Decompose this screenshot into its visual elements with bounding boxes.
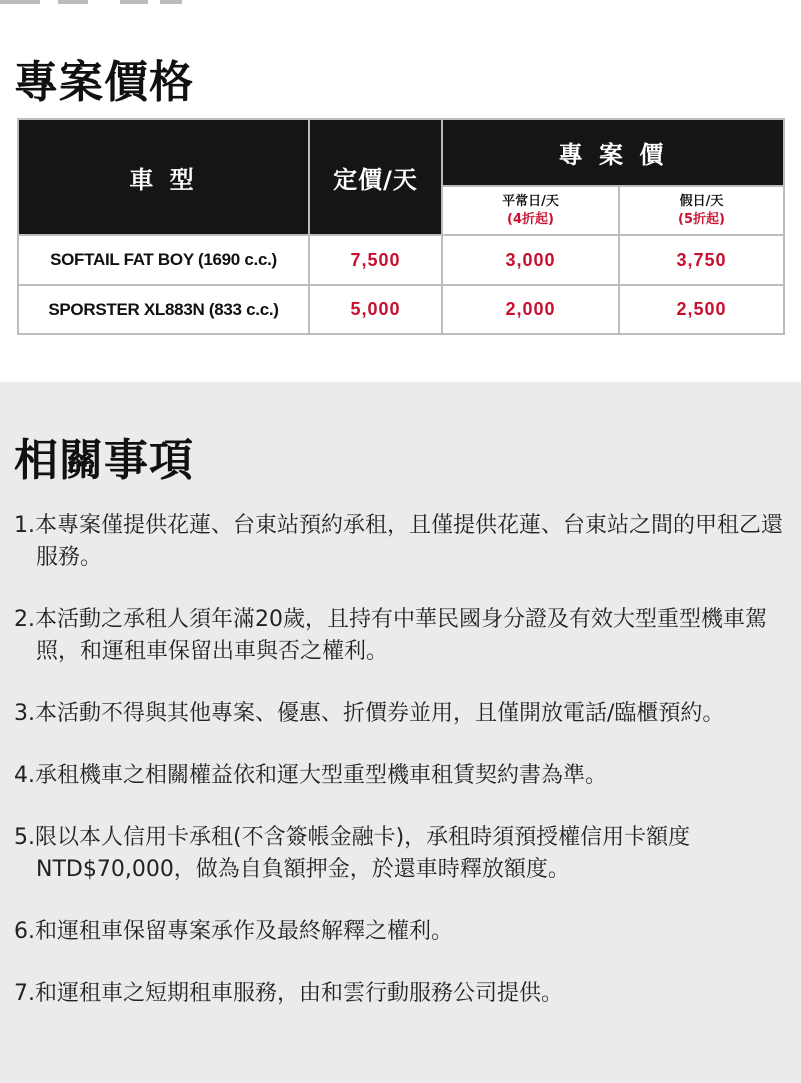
list-item: 5.限以本人信用卡承租(不含簽帳金融卡)，承租時須預授權信用卡額度NTD$70,000，做為自負額押金，於還車時釋放額度。 [14, 825, 691, 882]
holiday-price: 2,500 [620, 286, 783, 333]
top-edge-strip [0, 0, 801, 8]
list-price: 5,000 [310, 286, 441, 333]
list-item: 4.承租機車之相關權益依和運大型重型機車租賃契約書為準。 [14, 763, 607, 788]
holiday-label: 假日/天 [679, 193, 724, 209]
list-item: 2.本活動之承租人須年滿20歲，且持有中華民國身分證及有效大型重型機車駕照，和運租車保留出車與否之權利。 [14, 607, 767, 664]
project-price-header: 專 案 價 [443, 120, 783, 185]
model-name: SOFTAIL FAT BOY (1690 c.c.) [19, 236, 308, 284]
model-name: SPORSTER XL883N (833 c.c.) [19, 286, 308, 333]
holiday-price: 3,750 [620, 236, 783, 284]
holiday-header [620, 187, 783, 234]
model-header: 車 型 [19, 120, 308, 234]
weekday-price: 2,000 [443, 286, 618, 333]
notes-list [14, 510, 784, 1040]
price-section [0, 8, 801, 380]
price-table [17, 118, 785, 335]
list-item: 1.本專案僅提供花蓮、台東站預約承租，且僅提供花蓮、台東站之間的甲租乙還服務。 [14, 513, 783, 570]
weekday-header [443, 187, 618, 234]
list-item: 7.和運租車之短期租車服務，由和雲行動服務公司提供。 [14, 981, 563, 1006]
weekday-price: 3,000 [443, 236, 618, 284]
notes-section [0, 382, 801, 1083]
list-item: 6.和運租車保留專案承作及最終解釋之權利。 [14, 919, 453, 944]
table-row [19, 236, 783, 284]
list-price: 7,500 [310, 236, 441, 284]
table-row [19, 286, 783, 333]
notes-section-title: 相關事項 [14, 435, 194, 486]
weekday-label: 平常日/天 [502, 193, 559, 209]
list-item: 3.本活動不得與其他專案、優惠、折價券並用，且僅開放電話/臨櫃預約。 [14, 701, 725, 726]
list-price-header: 定價/天 [310, 120, 441, 234]
weekday-discount: (4折起) [507, 211, 554, 227]
holiday-discount: (5折起) [678, 211, 725, 227]
price-section-title: 專案價格 [14, 57, 194, 108]
